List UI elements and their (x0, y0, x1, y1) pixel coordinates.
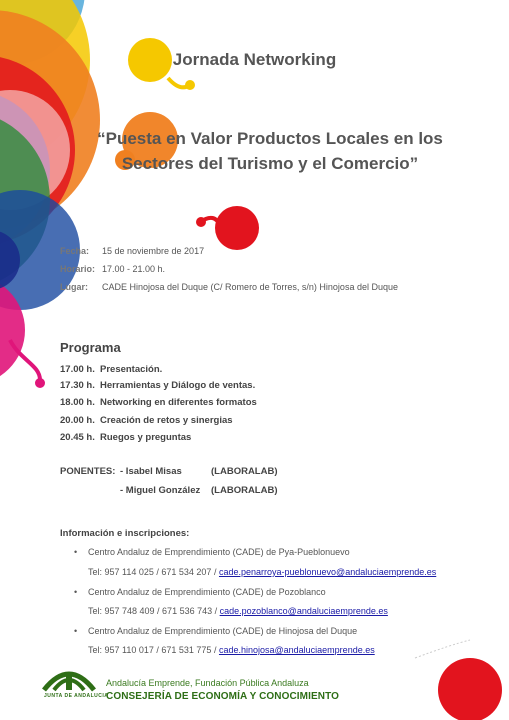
subtitle-line-1: “Puesta en Valor Productos Locales en los (97, 129, 443, 148)
subtitle-line-2: Sectores del Turismo y el Comercio” (121, 154, 419, 173)
event-subtitle (60, 126, 480, 176)
center-name: Centro Andaluz de Emprendimiento (CADE) de Hinojosa del Duque (88, 626, 358, 636)
detail-place (60, 282, 398, 292)
page-title: Jornada Networking (172, 50, 337, 69)
logo-caption: JUNTA DE ANDALUCIA (44, 693, 109, 699)
detail-label: Lugar: (60, 282, 88, 292)
center-email-link[interactable]: cade.hinojosa@andaluciaemprende.es (218, 645, 375, 655)
programa-text: Networking en diferentes formatos (100, 397, 257, 408)
programa-item (60, 380, 255, 391)
detail-value: CADE Hinojosa del Duque (C/ Romero de Torres, s/n) Hinojosa del Duque (102, 282, 398, 292)
footer-line-1: Andalucía Emprende, Fundación Pública Andaluza (106, 678, 309, 688)
footer-line-2: CONSEJERÍA DE ECONOMÍA Y CONOCIMIENTO (106, 691, 339, 702)
ponente-org: (LABORALAB) (211, 485, 278, 496)
center-name: Centro Andaluz de Emprendimiento (CADE) de Pya-Pueblonuevo (88, 547, 350, 557)
center-contact (88, 567, 436, 577)
programa-time: 20.00 h. (60, 415, 95, 426)
center-contact (88, 606, 388, 616)
center-name: Centro Andaluz de Emprendimiento (CADE) de Pozoblanco (88, 587, 326, 597)
center-email-link[interactable]: cade.penarroya-pueblonuevo@andaluciaemprende.es (218, 567, 437, 577)
bullet-icon: • (74, 547, 78, 557)
inscripciones-heading: Información e inscripciones: (60, 528, 190, 539)
detail-time (60, 264, 165, 274)
programa-text: Herramientas y Diálogo de ventas. (100, 380, 256, 391)
detail-label: Horario: (60, 264, 96, 274)
programa-text: Presentación. (100, 364, 163, 375)
center-contact (88, 645, 375, 655)
programa-item (60, 397, 257, 408)
programa-item (60, 432, 191, 443)
center-item (74, 626, 357, 636)
center-tel: Tel: 957 748 409 / 671 536 743 / (88, 606, 218, 616)
center-tel: Tel: 957 110 017 / 671 531 775 / (88, 645, 217, 655)
programa-time: 20.45 h. (60, 432, 95, 443)
center-item (74, 587, 326, 597)
junta-andalucia-logo-icon (40, 664, 98, 694)
detail-label: Fecha: (60, 246, 90, 256)
programa-item (60, 415, 233, 426)
programa-item (60, 364, 162, 375)
programa-time: 17.00 h. (60, 364, 95, 375)
ponente-name: - Isabel Misas (120, 466, 182, 477)
detail-date (60, 246, 204, 256)
center-email-link[interactable]: cade.pozoblanco@andaluciaemprende.es (219, 606, 388, 616)
ponentes-label: PONENTES: (60, 466, 116, 477)
programa-text: Ruegos y preguntas (100, 432, 192, 443)
detail-value: 15 de noviembre de 2017 (102, 246, 205, 256)
programa-time: 18.00 h. (60, 397, 95, 408)
ponente-org: (LABORALAB) (211, 466, 278, 477)
bullet-icon: • (74, 587, 78, 597)
programa-heading: Programa (60, 340, 121, 355)
center-item (74, 547, 350, 557)
ponente-name: - Miguel González (120, 485, 201, 496)
detail-value: 17.00 - 21.00 h. (102, 264, 166, 274)
programa-text: Creación de retos y sinergias (100, 415, 233, 426)
programa-time: 17.30 h. (60, 380, 95, 391)
bullet-icon: • (74, 626, 78, 636)
center-tel: Tel: 957 114 025 / 671 534 207 / (88, 567, 217, 577)
